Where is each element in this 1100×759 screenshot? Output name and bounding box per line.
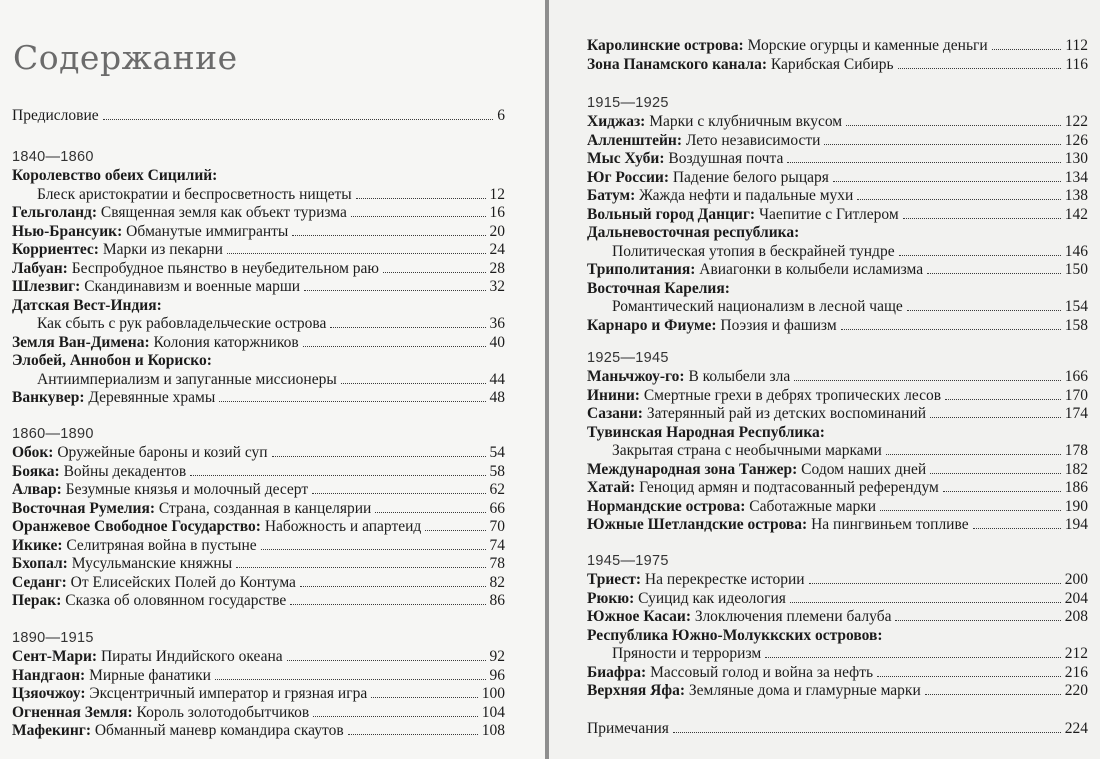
- dot-leader: [215, 679, 486, 680]
- page-number: 20: [489, 222, 505, 240]
- entry-place: Хиджаз:: [587, 113, 646, 130]
- dot-leader: [673, 732, 1061, 733]
- toc-entry[interactable]: [587, 498, 1088, 517]
- entry-description: Король золотодобытчиков: [136, 703, 310, 721]
- notes-label: Примечания: [587, 720, 669, 737]
- page-number: 200: [1064, 571, 1088, 588]
- toc-entry[interactable]: [587, 206, 1088, 225]
- page-number: 204: [1064, 589, 1088, 607]
- dot-leader: [190, 475, 485, 476]
- entry-place: Верхняя Яфа:: [587, 682, 685, 699]
- entry-description: На пингвиньем топливе: [811, 516, 969, 533]
- entry-place: Нормандские острова:: [587, 497, 746, 515]
- period-heading: 1925—1945: [587, 350, 669, 366]
- entry-place: Ванкувер:: [12, 389, 85, 406]
- entry-place: Хатай:: [587, 479, 636, 496]
- entry-place: Южное Касаи:: [587, 608, 692, 625]
- entry-description: Марки из пекарни: [102, 241, 223, 258]
- page-number: 146: [1064, 242, 1088, 260]
- entry-place: Корриентес:: [12, 241, 99, 258]
- entry-place: Международная зона Танжер:: [587, 460, 798, 478]
- page-number: 12: [489, 185, 505, 203]
- toc-entry[interactable]: [587, 56, 1088, 75]
- toc-entry[interactable]: [12, 241, 505, 260]
- dot-leader: [375, 512, 485, 513]
- section-1925-1945: [587, 349, 1088, 535]
- entry-description: Падение белого рыцаря: [672, 168, 829, 186]
- toc-entry[interactable]: [12, 389, 505, 408]
- entry-description: Безумные князья и молочный десерт: [65, 481, 309, 498]
- dot-leader: [846, 125, 1061, 126]
- page-number: 216: [1064, 663, 1088, 681]
- dot-leader: [927, 273, 1061, 274]
- entry-description: Смертные грехи в дебрях тропических лесов: [643, 386, 942, 404]
- entry-description: Скандинавизм и военные марши: [84, 278, 301, 295]
- entry-description: Пираты Индийского океана: [100, 648, 283, 665]
- page-number: 58: [489, 462, 505, 480]
- toc-entry[interactable]: [587, 590, 1088, 609]
- dot-leader: [356, 198, 486, 199]
- dot-leader: [930, 417, 1061, 418]
- page-number: 54: [489, 444, 505, 461]
- page-number: 82: [489, 573, 505, 591]
- entry-place: Каролинские острова:: [587, 37, 744, 54]
- dot-leader: [833, 181, 1061, 182]
- page-number: 78: [489, 555, 505, 572]
- entry-place: Элобей, Аннобон и Кориско:: [12, 352, 212, 369]
- page-number: 48: [489, 389, 505, 406]
- dot-leader: [330, 327, 485, 328]
- entry-description: Сказка об оловянном государстве: [65, 592, 287, 609]
- dot-leader: [103, 119, 494, 120]
- page-number: 166: [1064, 368, 1088, 385]
- entry-description: Земляные дома и гламурные марки: [688, 682, 921, 699]
- entry-description: Воздушная почта: [668, 150, 784, 167]
- continued-entries: [587, 37, 1088, 74]
- toc-entry[interactable]: [12, 500, 505, 519]
- dot-leader: [303, 346, 486, 347]
- entry-description: Деревянные храмы: [88, 389, 216, 406]
- entry-description: Массовый голод и война за нефть: [650, 663, 874, 681]
- toc-entry[interactable]: [587, 405, 1088, 424]
- dot-leader: [272, 456, 486, 457]
- dot-leader: [787, 162, 1060, 163]
- entry-description: Обманутые иммигранты: [126, 222, 289, 240]
- entry-description: Морские огурцы и каменные деньги: [747, 37, 988, 54]
- toc-entry[interactable]: [587, 645, 1088, 664]
- page-number: 212: [1064, 645, 1088, 662]
- page-number: 194: [1064, 516, 1088, 533]
- section-1945-1975: [587, 552, 1088, 701]
- entry-place: Нью-Брансуик:: [12, 222, 123, 240]
- toc-entry[interactable]: [587, 664, 1088, 683]
- dot-leader: [219, 401, 485, 402]
- period-heading: 1840—1860: [12, 149, 94, 165]
- entry-place: Сент-Мари:: [12, 648, 98, 665]
- entry-description: Священная земля как объект туризма: [100, 204, 347, 221]
- dot-leader: [886, 454, 1061, 455]
- dot-leader: [824, 144, 1060, 145]
- entry-place: Вольный город Данциг:: [587, 205, 756, 223]
- entry-description: Жажда нефти и падальные мухи: [639, 187, 854, 204]
- entry-description: Закрытая страна с необычными марками: [612, 442, 882, 459]
- dot-leader: [287, 660, 486, 661]
- page-number: 122: [1064, 113, 1088, 130]
- entry-place: Триполитания:: [587, 261, 696, 278]
- entry-description: Геноцид армян и подтасованный референдум: [639, 479, 939, 496]
- entry-place: Цзяочжоу:: [12, 685, 86, 702]
- toc-entry[interactable]: [587, 479, 1088, 498]
- page-number: 6: [497, 107, 505, 124]
- period-heading: 1915—1925: [587, 95, 669, 111]
- page-number: 96: [489, 666, 505, 684]
- entry-description: Эксцентричный император и грязная игра: [89, 685, 368, 702]
- entry-place: Зона Панамского канала:: [587, 55, 768, 73]
- page-number: 36: [489, 315, 505, 332]
- entry-place: Юг России:: [587, 168, 669, 186]
- page-number: 224: [1064, 720, 1088, 737]
- entry-description: Колония каторжников: [153, 333, 299, 351]
- dot-leader: [371, 697, 478, 698]
- page-number: 70: [489, 518, 505, 535]
- toc-entry[interactable]: [587, 461, 1088, 480]
- entry-description: Злоключения племени балуба: [694, 608, 892, 625]
- entry-description: Войны декадентов: [63, 462, 187, 480]
- toc-entry[interactable]: [12, 260, 505, 279]
- entry-description: Антиимпериализм и запуганные миссионеры: [37, 370, 337, 388]
- entry-place: Шлезвиг:: [12, 278, 81, 295]
- toc-entry[interactable]: [12, 722, 505, 741]
- preface-block: [12, 107, 505, 126]
- dot-leader: [943, 491, 1061, 492]
- toc-entry[interactable]: [587, 608, 1088, 627]
- toc-entry[interactable]: [12, 444, 505, 463]
- page-number: 92: [489, 648, 505, 665]
- dot-leader: [304, 290, 485, 291]
- entry-place: Республика Южно-Молуккских островов:: [587, 626, 883, 644]
- page-title: Содержание: [13, 38, 238, 77]
- entry-place: Маньчжоу-го:: [587, 368, 685, 385]
- dot-leader: [348, 734, 478, 735]
- page-number: 28: [489, 259, 505, 277]
- entry-description: Затерянный рай из детских воспоминаний: [646, 405, 927, 422]
- entry-description: Карибская Сибирь: [770, 55, 894, 73]
- entry-description: Как сбыть с рук рабовладельческие острова: [37, 315, 327, 332]
- dot-leader: [290, 604, 485, 605]
- entry-place: Нандгаон:: [12, 666, 86, 684]
- entry-description: Суицид как идеология: [638, 589, 786, 607]
- entry-place: Биафра:: [587, 663, 647, 681]
- dot-leader: [945, 399, 1061, 400]
- entry-description: Лето независимости: [685, 131, 821, 149]
- dot-leader: [351, 216, 486, 217]
- entry-place: Алленштейн:: [587, 131, 682, 149]
- page-number: 186: [1064, 479, 1088, 496]
- dot-leader: [898, 68, 1062, 69]
- entry-place: Перак:: [12, 592, 62, 609]
- page-number: 100: [481, 685, 505, 702]
- entry-description: В колыбели зла: [688, 368, 791, 385]
- toc-entry[interactable]: [12, 334, 505, 353]
- entry-place: Бояка:: [12, 462, 60, 480]
- entry-description: От Елисейских Полей до Контума: [70, 573, 296, 591]
- section-1915-1925: [587, 94, 1088, 335]
- entry-place: Батум:: [587, 187, 636, 204]
- toc-entry[interactable]: [587, 280, 1088, 299]
- page-number: 74: [489, 536, 505, 554]
- toc-entry[interactable]: [12, 704, 505, 723]
- entry-place: Огненная Земля:: [12, 703, 133, 721]
- toc-entry-notes[interactable]: [587, 720, 1088, 739]
- dot-leader: [300, 586, 486, 587]
- left-page: [0, 0, 545, 759]
- toc-entry[interactable]: [587, 224, 1088, 243]
- preface-label: Предисловие: [12, 107, 99, 124]
- toc-entry[interactable]: [587, 387, 1088, 406]
- dot-leader: [903, 218, 1061, 219]
- page-number: 126: [1064, 131, 1088, 149]
- page-number: 178: [1064, 442, 1088, 459]
- toc-entry[interactable]: [587, 169, 1088, 188]
- entry-place: Датская Вест-Индия:: [12, 296, 162, 314]
- toc-entry[interactable]: [12, 574, 505, 593]
- entry-place: Тувинская Народная Республика:: [587, 423, 825, 441]
- dot-leader: [794, 380, 1060, 381]
- page-number: 44: [489, 370, 505, 388]
- toc-entry[interactable]: [12, 685, 505, 704]
- entry-place: Бхопал:: [12, 555, 68, 572]
- entry-description: Романтический национализм в лесной чаще: [612, 298, 903, 315]
- dot-leader: [341, 383, 486, 384]
- entry-place: Королевство обеих Сицилий:: [12, 167, 218, 184]
- dot-leader: [790, 602, 1061, 603]
- dot-leader: [313, 716, 478, 717]
- toc-entry[interactable]: [12, 167, 505, 186]
- page-number: 16: [489, 204, 505, 221]
- toc-entry[interactable]: [12, 352, 505, 371]
- dot-leader: [292, 235, 485, 236]
- section-1860-1890: [12, 425, 505, 611]
- page-number: 86: [489, 592, 505, 609]
- entry-description: Страна, созданная в канцелярии: [158, 499, 372, 517]
- page-number: 150: [1064, 261, 1088, 278]
- dot-leader: [973, 528, 1061, 529]
- toc-entry[interactable]: [587, 424, 1088, 443]
- entry-place: Седанг:: [12, 573, 67, 591]
- dot-leader: [992, 49, 1062, 50]
- entry-place: Обок:: [12, 444, 54, 461]
- page-number: 158: [1064, 316, 1088, 334]
- entry-description: Пряности и терроризм: [612, 645, 762, 662]
- entry-description: Авиагонки в колыбели исламизма: [699, 261, 924, 278]
- entry-place: Земля Ван-Димена:: [12, 333, 150, 351]
- entry-description: Чаепитие с Гитлером: [758, 205, 899, 223]
- period-heading: 1945—1975: [587, 553, 669, 569]
- dot-leader: [425, 530, 485, 531]
- entry-description: Обманный маневр командира скаутов: [94, 722, 344, 739]
- dot-leader: [261, 549, 486, 550]
- entry-place: Лабуан:: [12, 259, 68, 277]
- entry-place: Карнаро и Фиуме:: [587, 316, 717, 334]
- entry-description: На перекрестке истории: [644, 571, 805, 588]
- toc-entry[interactable]: [12, 648, 505, 667]
- toc-entry[interactable]: [12, 481, 505, 500]
- page-number: 134: [1064, 168, 1088, 186]
- page-number: 112: [1065, 37, 1088, 54]
- page-number: 182: [1064, 460, 1088, 478]
- dot-leader: [236, 567, 485, 568]
- dot-leader: [857, 199, 1060, 200]
- toc-entry[interactable]: [12, 555, 505, 574]
- entry-description: Мирные фанатики: [89, 666, 211, 684]
- toc-entry[interactable]: [587, 442, 1088, 461]
- toc-entry[interactable]: [587, 627, 1088, 646]
- section-1890-1915: [12, 629, 505, 741]
- entry-place: Сазани:: [587, 405, 643, 422]
- period-heading: 1890—1915: [12, 630, 94, 646]
- entry-place: Южные Шетландские острова:: [587, 516, 808, 533]
- dot-leader: [765, 657, 1061, 658]
- period-heading: 1860—1890: [12, 426, 94, 442]
- toc-entry[interactable]: [587, 243, 1088, 262]
- page-number: 174: [1064, 405, 1088, 422]
- toc-entry[interactable]: [587, 317, 1088, 336]
- toc-entry-preface[interactable]: [12, 107, 505, 126]
- page-number: 208: [1064, 608, 1088, 625]
- page-number: 130: [1064, 150, 1088, 167]
- toc-entry[interactable]: [587, 682, 1088, 701]
- dot-leader: [312, 493, 485, 494]
- entry-description: Политическая утопия в бескрайней тундре: [612, 242, 895, 260]
- toc-entry[interactable]: [12, 297, 505, 316]
- entry-place: Восточная Румелия:: [12, 499, 156, 517]
- dot-leader: [899, 255, 1061, 256]
- entry-description: Саботажные марки: [749, 497, 877, 515]
- entry-description: Мусульманские княжны: [71, 555, 233, 572]
- section-1840-1860: [12, 148, 505, 408]
- entry-place: Инини:: [587, 386, 640, 404]
- toc-entry[interactable]: [12, 204, 505, 223]
- toc-entry[interactable]: [12, 371, 505, 390]
- entry-description: Блеск аристократии и беспросветность нищеты: [37, 185, 352, 203]
- page-number: 142: [1064, 205, 1088, 223]
- page-number: 40: [489, 333, 505, 351]
- toc-entry[interactable]: [587, 368, 1088, 387]
- toc-entry[interactable]: [12, 278, 505, 297]
- entry-place: Дальневосточная республика:: [587, 224, 800, 241]
- entry-place: Триест:: [587, 571, 642, 588]
- entry-place: Алвар:: [12, 481, 62, 498]
- page-number: 220: [1064, 682, 1088, 699]
- page-number: 190: [1064, 497, 1088, 515]
- entry-description: Поэзия и фашизм: [720, 316, 837, 334]
- dot-leader: [907, 310, 1061, 311]
- entry-place: Рюкю:: [587, 589, 635, 607]
- entry-description: Беспробудное пьянство в неубедительном раю: [71, 259, 379, 277]
- toc-entry[interactable]: [587, 150, 1088, 169]
- dot-leader: [930, 473, 1061, 474]
- dot-leader: [383, 272, 486, 273]
- toc-entry[interactable]: [587, 571, 1088, 590]
- page-number: 24: [489, 241, 505, 258]
- dot-leader: [895, 620, 1060, 621]
- page-number: 66: [489, 499, 505, 517]
- page-number: 116: [1065, 55, 1088, 73]
- entry-place: Восточная Карелия:: [587, 279, 730, 297]
- entry-place: Мыс Хуби:: [587, 150, 665, 167]
- entry-place: Икике:: [12, 536, 63, 554]
- toc-entry[interactable]: [12, 537, 505, 556]
- toc-entry[interactable]: [587, 37, 1088, 56]
- toc-entry[interactable]: [587, 187, 1088, 206]
- page-number: 154: [1064, 298, 1088, 315]
- toc-entry[interactable]: [587, 132, 1088, 151]
- entry-description: Селитряная война в пустыне: [66, 536, 257, 554]
- entry-description: Марки с клубничным вкусом: [649, 113, 843, 130]
- page-number: 138: [1064, 187, 1088, 204]
- dot-leader: [925, 694, 1061, 695]
- entry-place: Оранжевое Свободное Государство:: [12, 518, 261, 535]
- page-number: 170: [1064, 386, 1088, 404]
- page-number: 108: [481, 722, 505, 739]
- page-number: 104: [481, 703, 505, 721]
- dot-leader: [880, 510, 1061, 511]
- notes-block: [587, 720, 1088, 739]
- toc-entry[interactable]: [587, 516, 1088, 535]
- toc-entry[interactable]: [12, 223, 505, 242]
- toc-entry[interactable]: [587, 261, 1088, 280]
- right-page: [549, 0, 1100, 759]
- entry-place: Мафекинг:: [12, 722, 91, 739]
- toc-entry[interactable]: [12, 463, 505, 482]
- toc-entry[interactable]: [587, 113, 1088, 132]
- entry-description: Оружейные бароны и козий суп: [57, 444, 268, 461]
- toc-entry[interactable]: [12, 667, 505, 686]
- dot-leader: [841, 329, 1061, 330]
- toc-entry[interactable]: [12, 518, 505, 537]
- entry-description: Содом наших дней: [801, 460, 927, 478]
- dot-leader: [809, 583, 1061, 584]
- dot-leader: [227, 253, 486, 254]
- entry-description: Набожность и апартеид: [264, 518, 422, 535]
- page-number: 32: [489, 278, 505, 295]
- toc-entry[interactable]: [12, 315, 505, 334]
- toc-entry[interactable]: [587, 298, 1088, 317]
- toc-entry[interactable]: [12, 592, 505, 611]
- dot-leader: [877, 676, 1061, 677]
- entry-place: Гельголанд:: [12, 204, 98, 221]
- page-number: 62: [489, 481, 505, 498]
- toc-entry[interactable]: [12, 186, 505, 205]
